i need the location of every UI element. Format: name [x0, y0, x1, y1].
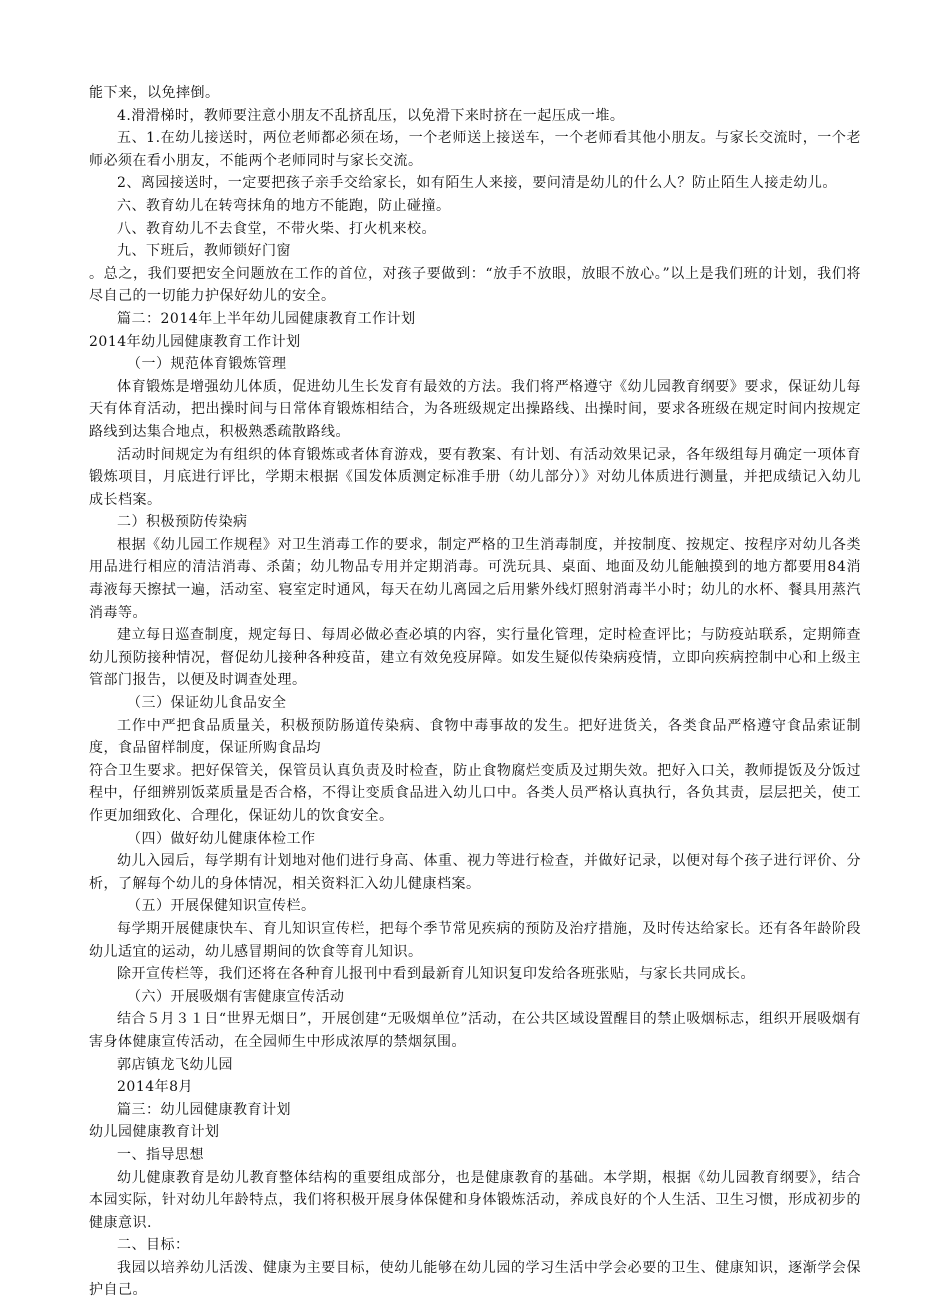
paragraph: 六、教育幼儿在转弯抹角的地方不能跑，防止碰撞。 [117, 197, 451, 214]
section-heading: 二）积极预防传染病 [117, 514, 248, 531]
section-heading: （五）开展保健知识宣传栏。 [127, 898, 316, 915]
document-title: 2014年幼儿园健康教育工作计划 [89, 333, 301, 350]
paragraph: 建立每日巡查制度，规定每日、每周必做必查必填的内容，实行量化管理，定时检查评比；与防疫站联系，定期筛查幼儿预防接种情况，督促幼儿接种各种疫苗，建立有效免疫屏障。如发生疑似传染病疫情，立即向疾病控制中心和上级主管部门报告，以便及时调查处理。 [89, 627, 861, 689]
paragraph: 工作中严把食品质量关，积极预防肠道传染病、食物中毒事故的发生。把好进货关，各类食品严格遵守食品索证制度，食品留样制度，保证所购食品均 [89, 717, 861, 757]
section-heading: （一）规范体育锻炼管理 [127, 356, 287, 373]
paragraph: 结合５月３１日“世界无烟日”，开展创建“无吸烟单位”活动，在公共区域设置醒目的禁止吸烟标志，组织开展吸烟有害身体健康宣传活动，在全园师生中形成浓厚的禁烟氛围。 [89, 1011, 861, 1050]
paragraph: 幼儿入园后，每学期有计划地对他们进行身高、体重、视力等进行检查，并做好记录，以便对每个孩子进行评价、分析，了解每个幼儿的身体情况，相关资料汇入幼儿健康档案。 [89, 853, 861, 892]
paragraph: 4.滑滑梯时，教师要注意小朋友不乱挤乱压，以免滑下来时挤在一起压成一堆。 [117, 107, 625, 124]
paragraph: 能下来，以免摔倒。 [89, 85, 220, 101]
paragraph: 我园以培养幼儿活泼、健康为主要目标，使幼儿能够在幼儿园的学习生活中学会必要的卫生、健康知识，逐渐学会保护自己。 [89, 1259, 861, 1299]
paragraph: 活动时间规定为有组织的体育锻炼或者体育游戏，要有教案、有计划、有活动效果记录，各年级组每月确定一项体育锻炼项目，月底进行评比，学期末根据《国发体质测定标准手册（幼儿部分）》对幼儿体质进行测量，并把成绩记入幼儿成长档案。 [89, 446, 861, 508]
signature-organization: 郭店镇龙飞幼儿园 [117, 1056, 233, 1073]
section-heading: （六）开展吸烟有害健康宣传活动 [127, 988, 345, 1005]
paragraph: 每学期开展健康快车、育儿知识宣传栏，把每个季节常见疾病的预防及治疗措施，及时传达给家长。还有各年龄阶段幼儿适宜的运动，幼儿感冒期间的饮食等育儿知识。 [89, 920, 861, 960]
paragraph: 。总之，我们要把安全问题放在工作的首位，对孩子要做到：“放手不放眼，放眼不放心。”以上是我们班的计划，我们将尽自己的一切能力护保好幼儿的安全。 [89, 265, 861, 305]
paragraph: 符合卫生要求。把好保管关，保管员认真负责及时检查，防止食物腐烂变质及过期失效。把好入口关，教师提饭及分饭过程中，仔细辨别饭菜质量是否合格，不得让变质食品进入幼儿口中。各类人员严格认真执行，各负其责，层层把关，使工作更加细致化、合理化，保证幼儿的饮食安全。 [89, 762, 861, 824]
section-heading: （三）保证幼儿食品安全 [127, 695, 287, 712]
paragraph: 八、教育幼儿不去食堂，不带火柴、打火机来校。 [117, 220, 436, 237]
section-heading: 二、目标： [117, 1237, 190, 1254]
paragraph: 五、1.在幼儿接送时，两位老师都必须在场，一个老师送上接送车，一个老师看其他小朋友。与家长交流时，一个老师必须在看小朋友，不能两个老师同时与家长交流。 [89, 130, 861, 169]
paragraph: 除开宣传栏等，我们还将在各种育儿报刊中看到最新育儿知识复印发给各班张贴，与家长共同成长。 [117, 966, 755, 983]
section-heading: 一、指导思想 [117, 1146, 204, 1163]
section-heading: （四）做好幼儿健康体检工作 [127, 830, 316, 847]
paragraph: 幼儿健康教育是幼儿教育整体结构的重要组成部分，也是健康教育的基础。本学期，根据《幼儿园教育纲要》，结合本园实际，针对幼儿年龄特点，我们将积极开展身体保健和身体锻炼活动，养成良好的个人生活、卫生习惯，形成初步的健康意识. [89, 1169, 861, 1231]
paragraph: 九、下班后，教师锁好门窗 [117, 243, 291, 260]
document-page [89, 82, 861, 1302]
paragraph: 根据《幼儿园工作规程》对卫生消毒工作的要求，制定严格的卫生消毒制度，并按制度、按规定、按程序对幼儿各类用品进行相应的清洁消毒、杀菌；幼儿物品专用并定期消毒。可洗玩具、桌面、地面及幼儿能触摸到的地方都要用84消毒液每天擦拭一遍，活动室、寝室定时通风，每天在幼儿离园之后用紫外线灯照射消毒半小时；幼儿的水杯、餐具用蒸汽消毒等。 [89, 536, 861, 621]
signature-date: 2014年8月 [117, 1079, 194, 1096]
section-title: 篇三：幼儿园健康教育计划 [117, 1101, 291, 1118]
paragraph: 体育锻炼是增强幼儿体质，促进幼儿生长发育有最效的方法。我们将严格遵守《幼儿园教育纲要》要求，保证幼儿每天有体育活动，把出操时间与日常体育锻炼相结合，为各班级规定出操路线、出操时间，要求各班级在规定时间内按规定路线到达集合地点，积极熟悉疏散路线。 [89, 378, 861, 440]
document-title: 幼儿园健康教育计划 [89, 1124, 220, 1141]
paragraph: 2、离园接送时，一定要把孩子亲手交给家长，如有陌生人来接，要问清是幼儿的什么人？防止陌生人接走幼儿。 [117, 175, 837, 192]
section-title: 篇二：2014年上半年幼儿园健康教育工作计划 [117, 310, 416, 327]
